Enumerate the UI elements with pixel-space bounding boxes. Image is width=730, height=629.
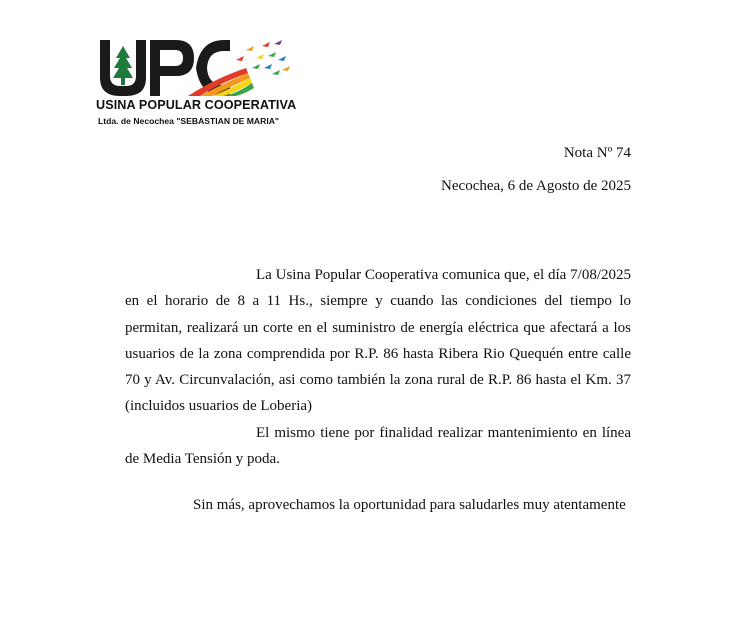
logo-company-subtitle: Ltda. de Necochea "SEBASTIAN DE MARIA"	[98, 116, 280, 126]
pine-tree-icon	[113, 46, 133, 85]
company-logo	[96, 38, 296, 128]
date-line: Necochea, 6 de Agosto de 2025	[441, 178, 631, 194]
logo-letter-p	[150, 40, 194, 96]
note-number: Nota Nº 74	[563, 145, 631, 161]
closing-line: Sin más, aprovechamos la oportunidad para saludarles muy atentamente	[193, 497, 626, 513]
purpose-paragraph: El mismo tiene por finalidad realizar mantenimiento en línea de Media Tensión y poda.	[125, 425, 631, 468]
logo-company-name: USINA POPULAR COOPERATIVA	[96, 98, 297, 112]
upc-logo-graphic	[96, 38, 296, 98]
announcement-paragraph: La Usina Popular Cooperativa comunica que, el día 7/08/2025 en el horario de 8 a 11 Hs., siempre y cuando las condiciones del tiempo lo permitan, realizará un corte en el suministro de energía eléctrica que afectará a los usuarios de la zona comprendida por R.P. 86 hasta Ribera Rio Quequén entre calle 70 y Av. Circunvalación, asi como también la zona rural de R.P. 86 hasta el Km. 37 (incluidos usuarios de Loberia)	[125, 267, 631, 415]
